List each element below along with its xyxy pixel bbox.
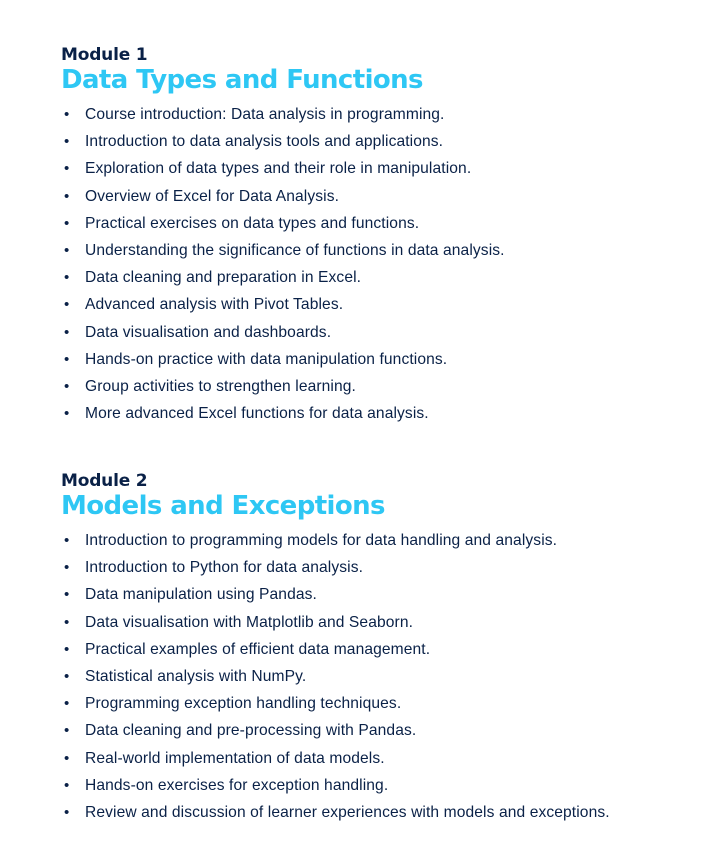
module-title: Data Types and Functions: [61, 65, 423, 95]
module-title: Models and Exceptions: [61, 491, 385, 521]
bullet-icon: •: [64, 160, 70, 178]
bullet-icon: •: [64, 640, 70, 658]
bullet-icon: •: [64, 405, 70, 423]
bullet-icon: •: [64, 695, 70, 713]
topic-item: [61, 609, 716, 636]
topic-list: [61, 527, 716, 826]
bullet-icon: •: [64, 749, 70, 767]
topic-text: Data cleaning and preparation in Excel.: [85, 269, 362, 287]
topic-item: [61, 690, 716, 717]
module-label: Module 2: [61, 471, 148, 491]
bullet-icon: •: [64, 722, 70, 740]
topic-text: Statistical analysis with NumPy.: [85, 668, 307, 686]
topic-text: Course introduction: Data analysis in programming.: [85, 106, 445, 123]
bullet-icon: •: [64, 532, 70, 549]
topic-item: [61, 155, 716, 182]
topic-item: [61, 319, 716, 346]
topic-item: [61, 554, 716, 581]
topic-item: [61, 581, 716, 608]
bullet-icon: •: [64, 668, 70, 686]
topic-item: [61, 663, 716, 690]
bullet-icon: •: [64, 106, 70, 123]
topic-item: [61, 264, 716, 291]
topic-item: [61, 183, 716, 210]
topic-item: [61, 717, 716, 744]
module-label: Module 1: [61, 45, 148, 65]
topic-item: [61, 745, 716, 772]
topic-text: Group activities to strengthen learning.: [85, 378, 356, 396]
bullet-icon: •: [64, 296, 70, 314]
bullet-icon: •: [64, 133, 70, 151]
topic-text: Introduction to programming models for data handling and analysis.: [85, 532, 558, 549]
bullet-icon: •: [64, 776, 70, 794]
topic-item: [61, 101, 716, 128]
topic-text: Data visualisation and dashboards.: [85, 323, 332, 341]
topic-text: Practical exercises on data types and functions.: [85, 214, 420, 232]
topic-item: [61, 527, 716, 554]
topic-item: [61, 400, 716, 427]
bullet-icon: •: [64, 613, 70, 631]
topic-item: [61, 291, 716, 318]
topic-text: Overview of Excel for Data Analysis.: [85, 187, 340, 205]
bullet-icon: •: [64, 559, 70, 577]
bullet-icon: •: [64, 214, 70, 232]
bullet-icon: •: [64, 269, 70, 287]
topic-text: Hands-on exercises for exception handling.: [85, 776, 389, 794]
module-2-section: [61, 471, 716, 826]
topic-text: Hands-on practice with data manipulation functions.: [85, 350, 448, 368]
bullet-icon: •: [64, 586, 70, 604]
topic-item: [61, 128, 716, 155]
topic-item: [61, 210, 716, 237]
topic-list: [61, 101, 716, 427]
topic-text: Exploration of data types and their role in manipulation.: [85, 160, 472, 178]
topic-item: [61, 346, 716, 373]
module-1-section: [61, 45, 716, 427]
topic-text: More advanced Excel functions for data analysis.: [85, 405, 429, 423]
topic-item: [61, 237, 716, 264]
bullet-icon: •: [64, 187, 70, 205]
bullet-icon: •: [64, 242, 70, 260]
topic-item: [61, 373, 716, 400]
topic-text: Introduction to Python for data analysis.: [85, 559, 364, 577]
topic-text: Programming exception handling techniques.: [85, 695, 402, 713]
bullet-icon: •: [64, 323, 70, 341]
topic-text: Review and discussion of learner experiences with models and exceptions.: [85, 804, 610, 822]
topic-text: Advanced analysis with Pivot Tables.: [85, 296, 344, 314]
topic-item: [61, 636, 716, 663]
topic-item: [61, 799, 716, 826]
topic-text: Data visualisation with Matplotlib and Seaborn.: [85, 613, 414, 631]
topic-text: Practical examples of efficient data management.: [85, 640, 431, 658]
topic-text: Introduction to data analysis tools and applications.: [85, 133, 444, 151]
topic-text: Real-world implementation of data models.: [85, 749, 385, 767]
topic-text: Understanding the significance of functions in data analysis.: [85, 242, 505, 260]
bullet-icon: •: [64, 378, 70, 396]
bullet-icon: •: [64, 804, 70, 822]
topic-text: Data manipulation using Pandas.: [85, 586, 317, 604]
bullet-icon: •: [64, 350, 70, 368]
topic-text: Data cleaning and pre-processing with Pandas.: [85, 722, 417, 740]
topic-item: [61, 772, 716, 799]
